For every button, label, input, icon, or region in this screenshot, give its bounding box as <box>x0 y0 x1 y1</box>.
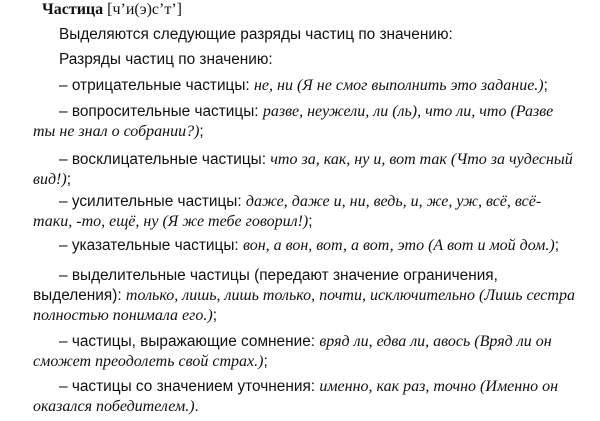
category-end: ; <box>543 77 548 94</box>
term-heading <box>42 0 182 19</box>
category-label: – усилительные частицы: <box>59 193 242 210</box>
category-item <box>33 377 578 417</box>
category-item <box>33 76 578 96</box>
category-end: ; <box>263 353 268 370</box>
category-item <box>33 332 578 372</box>
category-examples: вон, а вон, вот, а вот, это (А вот и мой дом.) <box>242 237 555 254</box>
category-end: ; <box>66 171 71 188</box>
term-transcription: [ч’и(э)с’т’] <box>107 1 183 18</box>
category-item <box>33 192 578 232</box>
category-item <box>33 102 578 142</box>
category-label: – частицы, выражающие сомнение: <box>59 333 316 350</box>
category-end: ; <box>199 123 204 140</box>
category-item <box>33 150 578 190</box>
category-label: – указательные частицы: <box>59 237 239 254</box>
category-examples: именно, как раз, точно (Именно он оказался победителем.) <box>33 378 559 415</box>
category-end: ; <box>554 237 559 254</box>
category-label: – выделительные частицы (передают значение ограничения, выделения): <box>33 267 498 304</box>
category-label: – восклицательные частицы: <box>59 151 267 168</box>
category-examples: только, лишь, лишь только, почти, исключительно (Лишь сестра полностью понимала его.) <box>33 287 575 324</box>
category-label: – вопросительные частицы: <box>59 103 259 120</box>
category-label: – отрицательные частицы: <box>59 77 250 94</box>
term-word: Частица <box>42 1 104 18</box>
intro-paragraph: Выделяются следующие разряды частиц по значению: <box>59 26 453 43</box>
category-item <box>33 236 578 256</box>
subtitle-paragraph: Разряды частиц по значению: <box>59 51 273 68</box>
category-end: ; <box>308 213 313 230</box>
category-end: . <box>194 398 199 415</box>
category-end: ; <box>212 307 218 324</box>
category-examples: не, ни (Я не смог выполнить это задание.) <box>253 77 544 94</box>
category-examples: что за, как, ну и, вот так (Что за чудесный вид!) <box>33 151 573 188</box>
category-label: – частицы со значением уточнения: <box>59 378 316 395</box>
category-examples: даже, даже и, ни, ведь, и, же, уж, всё, всё-таки, -то, ещё, ну (Я же тебе говорил!) <box>33 193 542 230</box>
category-examples: вряд ли, едва ли, авось (Вряд ли он сможет преодолеть свой страх.) <box>33 333 552 370</box>
category-examples: разве, неужели, ли (ль), что ли, что (Разве ты не знал о собрании?) <box>33 103 554 140</box>
category-item <box>33 266 578 326</box>
